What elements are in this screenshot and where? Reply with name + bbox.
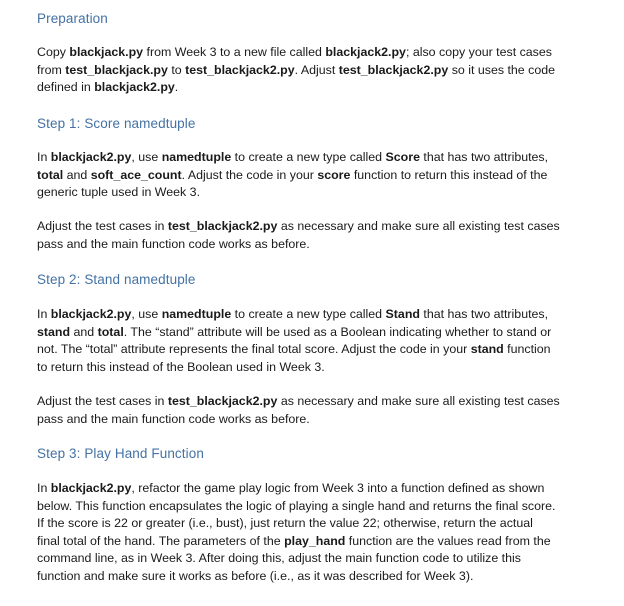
text-run: command line, as in Week 3. After doing this, adjust the main function code to utilize this — [37, 551, 521, 566]
text-line — [37, 184, 597, 202]
text-run: . Adjust the code in your — [181, 167, 318, 182]
text-run: from — [37, 62, 66, 77]
text-line — [37, 218, 597, 236]
code-term: test_blackjack2.py — [167, 219, 278, 233]
code-term: soft_ace_count — [90, 167, 182, 182]
paragraph — [37, 480, 597, 586]
text-run: pass and the main function code works as before. — [37, 411, 310, 426]
text-run: as necessary and make sure all existing test cases — [277, 219, 560, 233]
text-line — [37, 324, 597, 342]
code-term: namedtuple — [161, 307, 232, 321]
text-line — [37, 62, 597, 80]
text-run: In — [37, 150, 51, 164]
paragraph — [37, 393, 597, 428]
text-run: Copy — [37, 45, 70, 59]
code-term: total — [97, 324, 124, 339]
code-term: play_hand — [284, 533, 346, 548]
text-run: . The “stand” attribute will be used as a Boolean indicating whether to stand or — [123, 324, 552, 339]
text-run: to create a new type called — [231, 307, 386, 321]
text-run: function are the values read from the — [345, 533, 551, 548]
text-run: pass and the main function code works as before. — [37, 236, 310, 251]
code-term: blackjack2.py — [325, 45, 406, 59]
text-run: Adjust the test cases in — [37, 219, 168, 233]
code-term: test_blackjack2.py — [338, 62, 449, 77]
code-term: stand — [470, 342, 504, 357]
text-line — [37, 498, 597, 516]
text-run: defined in — [37, 80, 95, 95]
code-term: blackjack2.py — [50, 150, 132, 164]
text-run: generic tuple used in Week 3. — [37, 185, 201, 200]
text-run: to create a new type called — [231, 150, 386, 164]
text-run: to return this instead of the Boolean used in Week 3. — [37, 359, 325, 374]
text-run: If the score is 22 or greater (i.e., bust), just return the value 22; otherwise, return the actual — [37, 516, 533, 531]
text-run: ; also copy your test cases — [405, 45, 552, 59]
text-line — [37, 306, 597, 324]
text-line — [37, 359, 597, 377]
section-heading-preparation: Preparation — [37, 11, 108, 26]
text-run: final total of the hand. The parameters of the — [37, 533, 285, 548]
text-run: and — [70, 324, 98, 339]
text-run: , refactor the game play logic from Week 3 into a function defined as shown — [131, 481, 545, 495]
text-run: that has two attributes, — [419, 150, 549, 164]
code-term: score — [317, 167, 351, 182]
text-run: so it uses the code — [448, 62, 556, 77]
text-run: . Adjust — [294, 62, 339, 77]
text-run: below. This function encapsulates the logic of playing a single hand and returns the final score. — [37, 498, 556, 513]
section-heading-step-1: Step 1: Score namedtuple — [37, 116, 196, 131]
text-line — [37, 341, 597, 359]
text-run: that has two attributes, — [419, 307, 549, 321]
text-run: In — [37, 307, 51, 321]
text-run: not. The “total” attribute represents the final total score. Adjust the code in your — [37, 342, 471, 357]
text-run: . — [174, 80, 179, 95]
code-term: blackjack.py — [69, 45, 144, 59]
code-term: stand — [37, 324, 71, 339]
paragraph — [37, 149, 597, 202]
code-term: namedtuple — [161, 150, 232, 164]
text-run: as necessary and make sure all existing test cases — [277, 394, 560, 408]
code-term: blackjack2.py — [50, 481, 132, 495]
text-run: Adjust the test cases in — [37, 394, 168, 408]
text-line — [37, 550, 597, 568]
paragraph — [37, 44, 597, 97]
text-run: function — [503, 342, 551, 357]
text-line — [37, 568, 597, 586]
section-heading-step-3: Step 3: Play Hand Function — [37, 446, 204, 461]
text-run: , use — [131, 307, 162, 321]
text-run: from Week 3 to a new file called — [143, 45, 326, 59]
text-run: and — [63, 167, 91, 182]
text-run: , use — [131, 150, 162, 164]
paragraph — [37, 218, 597, 253]
code-term: blackjack2.py — [94, 80, 175, 95]
text-line — [37, 393, 597, 411]
paragraph — [37, 306, 597, 376]
text-run: function and make sure it works as before (i.e., as it was described for Week 3). — [37, 568, 474, 583]
text-run: function to return this instead of the — [350, 167, 548, 182]
text-line — [37, 167, 597, 185]
code-term: test_blackjack2.py — [167, 394, 278, 408]
text-run: to — [167, 62, 186, 77]
code-term: test_blackjack.py — [65, 62, 168, 77]
code-term: test_blackjack2.py — [185, 62, 295, 77]
text-line — [37, 236, 597, 254]
code-term: total — [37, 167, 64, 182]
text-line — [37, 79, 597, 97]
text-line — [37, 44, 597, 62]
code-term: blackjack2.py — [50, 307, 132, 321]
text-line — [37, 515, 597, 533]
section-heading-step-2: Step 2: Stand namedtuple — [37, 272, 196, 287]
code-term: Stand — [385, 307, 420, 321]
text-line — [37, 149, 597, 167]
text-line — [37, 480, 597, 498]
code-term: Score — [385, 150, 420, 164]
text-line — [37, 533, 597, 551]
text-run: In — [37, 481, 51, 495]
text-line — [37, 411, 597, 429]
